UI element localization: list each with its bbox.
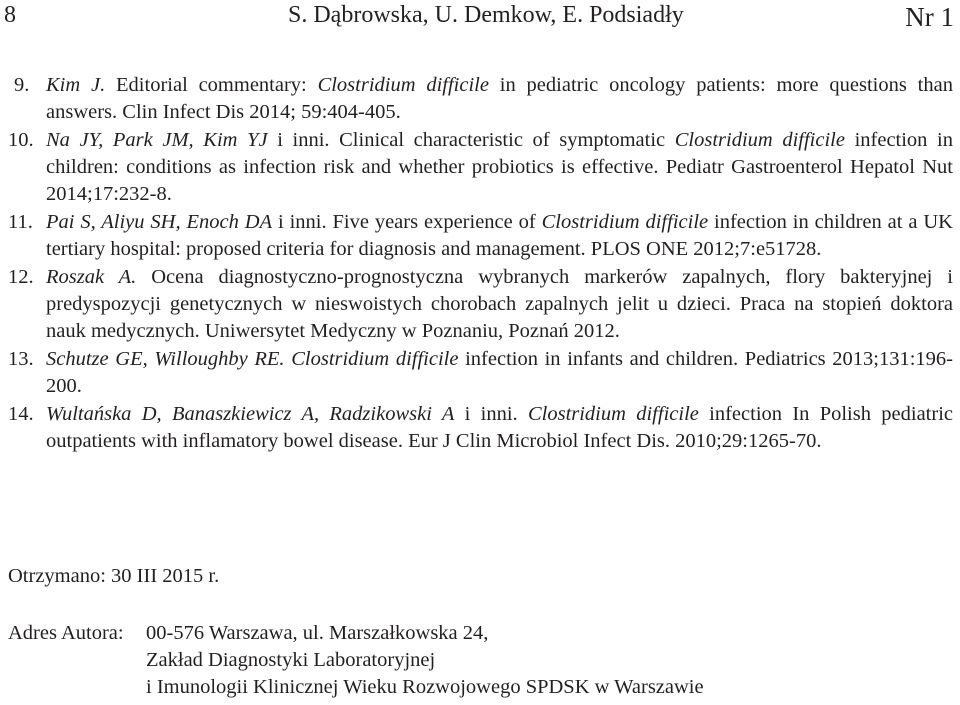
reference-number: 11. <box>8 211 33 233</box>
reference-text: in pediatric oncology patients: more questions than answers. Clin Infect Dis 2014; 59:404-405. <box>46 74 953 123</box>
reference-organism: Clostridium difficile <box>317 74 489 96</box>
received-date: Otrzymano: 30 III 2015 r. <box>8 565 220 587</box>
reference-organism: Clostridium difficile <box>527 403 699 425</box>
reference-item-13 <box>8 346 953 400</box>
reference-number: 9. <box>14 74 30 96</box>
reference-text: i inni. Five years experience of <box>272 211 542 233</box>
page-number: 8 <box>4 2 16 28</box>
reference-text: infection in children: conditions as infection risk and whether probiotics is effective. Pediatr Gastroenterol Hepatol Nut 2014;17:232-8. <box>46 129 953 205</box>
reference-item-10 <box>8 127 953 208</box>
reference-authors: Pai S, Aliyu SH, Enoch DA <box>46 211 273 233</box>
running-head-authors: S. Dąbrowska, U. Demkow, E. Podsiadły <box>288 2 684 28</box>
reference-organism: Clostridium difficile <box>674 129 845 151</box>
reference-number: 13. <box>8 348 34 370</box>
reference-authors: Kim J. <box>46 74 106 96</box>
reference-number: 14. <box>8 403 34 425</box>
reference-authors: Na JY, Park JM, Kim YJ <box>46 129 268 151</box>
reference-text: infection in children at a UK tertiary hospital: proposed criteria for diagnosis and management. PLOS ONE 2012;7:e51728. <box>46 211 953 260</box>
issue-number: Nr 1 <box>905 2 954 32</box>
reference-item-11 <box>8 209 953 263</box>
reference-number: 12. <box>8 266 34 288</box>
reference-item-14 <box>8 401 953 455</box>
address-line-department: Zakład Diagnostyki Laboratoryjnej <box>146 649 436 671</box>
reference-text: i inni. <box>454 403 528 425</box>
reference-authors: Schutze GE, Willoughby RE. <box>46 348 285 370</box>
reference-text: Editorial commentary: <box>105 74 318 96</box>
reference-item-12 <box>8 264 953 345</box>
reference-organism: Clostridium difficile <box>541 211 709 233</box>
address-line-institution: i Imunologii Klinicznej Wieku Rozwojowego SPDSK w Warszawie <box>146 676 704 698</box>
reference-organism: Clostridium difficile <box>291 348 459 370</box>
reference-text: infection in infants and children. Pediatrics 2013;131:196-200. <box>46 348 954 397</box>
address-label: Adres Autora: <box>8 622 124 644</box>
reference-text: i inni. Clinical characteristic of symptomatic <box>267 129 675 151</box>
address-line-street: 00-576 Warszawa, ul. Marszałkowska 24, <box>146 622 489 644</box>
reference-authors: Roszak A. <box>46 266 137 288</box>
reference-text: Ocena diagnostyczno-prognostyczna wybranych markerów zapalnych, flory bakteryjnej i predyspozycji genetycznych w nieswoistych chorobach zapalnych jelit u dzieci. Praca na stopień doktora nauk medycznych. Uniwersytet Medyczny w Poznaniu, Poznań 2012. <box>46 266 953 342</box>
reference-item-9 <box>8 72 953 126</box>
reference-list <box>8 72 953 456</box>
reference-number: 10. <box>8 129 34 151</box>
address-lines <box>146 620 704 701</box>
reference-text: infection In Polish pediatric outpatients with inflamatory bowel disease. Eur J Clin Microbiol Infect Dis. 2010;29:1265-70. <box>46 403 953 452</box>
page-header <box>0 0 960 36</box>
reference-authors: Wultańska D, Banaszkiewicz A, Radzikowski A <box>46 403 455 425</box>
